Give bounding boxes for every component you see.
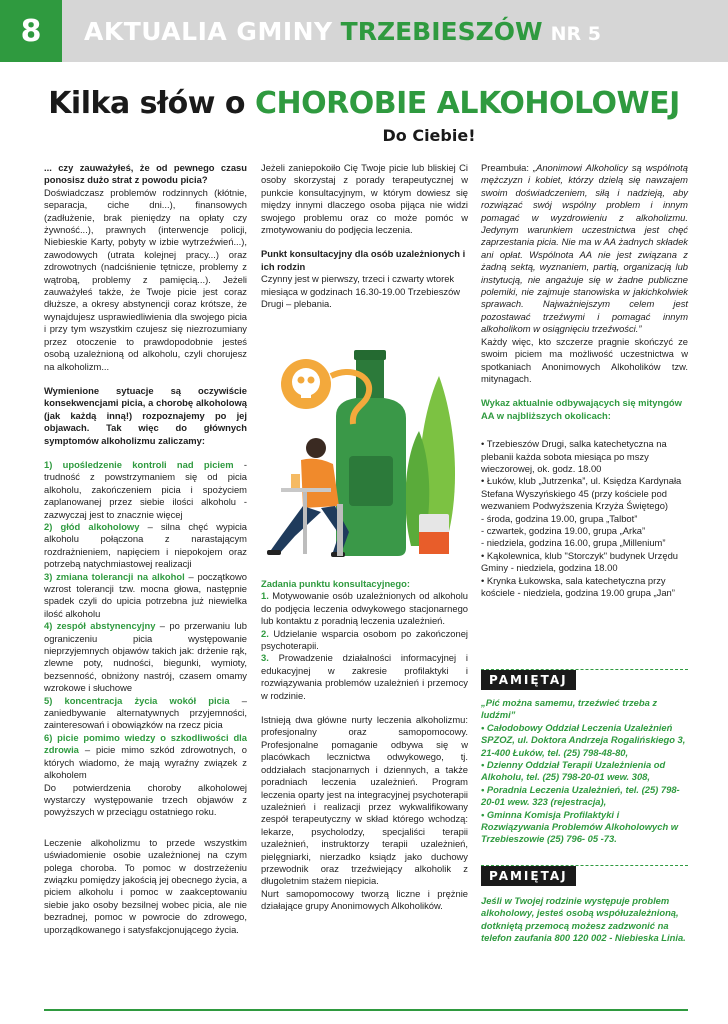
pamietaj-bar-1 [481, 669, 688, 689]
meeting-item: • Łuków, klub „Jutrzenka”, ul. Księdza Kardynała Stefana Wyszyńskiego 45 (przy kościele pod wezwaniem Podwyższenia Krzyża Świętego) [481, 475, 682, 512]
pamietaj-line: • Dzienny Oddział Terapii Uzależnienia od Alkoholu, tel. (25) 798-20-01 wew. 308, [481, 759, 666, 783]
article-title-dark: Kilka słów o [48, 86, 246, 121]
task-2-num: 2. [261, 627, 269, 639]
symptom-4-head: 4) zespół abstynencyjny [44, 620, 156, 632]
meeting-item: - niedziela, godzina 16.00, grupa „Millenium” [481, 537, 666, 549]
pamietaj-label-1: PAMIĘTAJ [481, 670, 576, 690]
symptom-4-text: – po przerwaniu lub ograniczeniu picia występowanie nieprzyjemnych objawów takich jak: drżenie rąk, zlewne poty, nudności, biegunki, wymioty, bezsenność, obniżony nastrój, czasem omamy wzrokowe i słuchowe [44, 620, 247, 694]
meetings-head: Wykaz aktualnie odbywających się mityngów AA w najbliższych okolicach: [481, 397, 682, 421]
pamietaj-line: „Pić można samemu, trzeźwieć trzeba z ludźmi” [481, 697, 658, 721]
man-head [306, 438, 326, 458]
point-text: Czynny jest w pierwszy, trzeci i czwarty wtorek miesiąca w godzinach 16.30-19.00 Trzebieszów Drugi – plebania. [261, 273, 461, 310]
alcohol-illustration [261, 336, 471, 566]
symptom-item-1 [44, 459, 247, 521]
symptom-item-4 [44, 620, 247, 694]
bottle-cap [354, 350, 386, 360]
task-3-text: Prowadzenie działalności informacyjnej i edukacyjnej w zakresie profilaktyki i rozwiązywania problemów uzależnień i przemocy w rodzinie. [261, 652, 468, 701]
meeting-item: - środa, godzina 19.00, grupa „Talbot” [481, 512, 638, 524]
pamietaj-text-2: Jeśli w Twojej rodzinie występuje problem alkoholowy, jesteś osobą współuzależnioną, dotkniętą przemocą możesz zadzwonić na telefon zaufania 800 120 002 - Niebieska Linia. [481, 895, 686, 944]
intro-text: Doświadczasz problemów rodzinnych (kłótnie, separacja, ciche dni...), finansowych (zadłużenie, brak pieniędzy na opłaty czy żywność...), prawnych (interwencje policji, Niebieskie Karty, pobyty w izbie wytrzeźwień...), zawodowych (utrata kolejnej pracy...) oraz zdrowotnych (nadciśnienie tętnicze, problemy z wątrobą, problemy z pamięcią...). Jeżeli zauważyłeś także, że Twoje picie jest coraz dłuższe, a okresy abstynencji coraz krótsze, że wynajdujesz usprawiedliwienia dla swojego picia i przy tym wszystkim czujesz się niezrozumiany przez otoczenie to prawdopodobnie jesteś osobą uzależnioną od alkoholu, czyli chorujesz na alkoholizm... [44, 186, 247, 372]
skull-eye-left [298, 377, 305, 384]
nurty-text: Istnieją dwa główne nurty leczenia alkoholizmu: profesjonalny oraz samopomocowy. Profesjonalne pomaganie odbywa się w placówkach lecznictwa odwykowego, tj. oddziałach stacjonarnych i dziennych, a także poradniach leczenia uzależnień. Program leczenia oparty jest na integracyjnej psychoterapii uzależnień i realizacji przez wykwalifikowany zespół terapeutyczny w skład którego wchodzą: lekarze, psycholodzy, specjaliści terapii uzależnień, instruktorzy terapii uzależnień, pielęgniarki, nierzadko ksiądz jako duchowy przewodnik oraz trzeźwiejący alkoholik z długoletnim stażem niepicia. [261, 714, 468, 887]
header-issue: NR 5 [550, 22, 601, 45]
page-number: 8 [20, 13, 42, 49]
symptom-item-3 [44, 571, 247, 621]
header-band [62, 0, 728, 62]
symptom-2-text: – silna chęć wypicia alkoholu połączona z narastającym rozdrażnieniem, napięciem i niepokojem oraz potrzebą natychmiastowej realizacji [44, 520, 247, 570]
symptom-item-6 [44, 732, 247, 782]
pamietaj-line: • Całodobowy Oddział Leczenia Uzależnień SPZOZ, ul. Doktora Andrzeja Rogalińskiego 3, 21-400 Łuków, tel. (25) 798-48-80, [481, 721, 686, 758]
pamietaj-label-2: PAMIĘTAJ [481, 866, 576, 886]
small-glass-icon [291, 474, 300, 488]
symptom-6-head: 6) picie pomimo wiedzy o szkodliwości dla zdrowia [44, 731, 247, 756]
symptom-3-head: 3) zmiana tolerancji na alkohol [44, 570, 185, 582]
tasks-head: Zadania punktu konsultacyjnego: [261, 578, 410, 589]
task-1-num: 1. [261, 590, 269, 602]
skull-jaw [301, 392, 311, 398]
preamble-block [481, 162, 688, 336]
meeting-item: • Kąkolewnica, klub "Storczyk" budynek Urzędu Gminy - niedziela, godzina 18.00 [481, 549, 679, 574]
column-1 [44, 162, 247, 948]
meetings-list [481, 438, 688, 599]
symptom-5-head: 5) koncentracja życia wokół picia [44, 694, 230, 706]
task-1-text: Motywowanie osób uzależnionych od alkoholu do podjęcia leczenia odwykowego stacjonarnego lub kontaktu z poradnią leczenia uzależnień. [261, 590, 468, 627]
man-shoe-left [267, 550, 281, 555]
symptom-6-text: – picie mimo szkód zdrowotnych, o których wiadomo, że mają wyraźny związek z alkoholem [44, 744, 247, 781]
column-2 [261, 162, 468, 310]
chair-leg [337, 504, 343, 556]
man-leg-left [271, 506, 321, 554]
preamble-label: Preambuła: [481, 162, 533, 173]
pamietaj-bar-2 [481, 865, 688, 885]
consult-text: Jeżeli zaniepokoiło Cię Twoje picie lub bliskiej Ci osoby skorzystaj z porady terapeutycznej w punkcie konsultacyjnym, w którym dowiesz się między innymi dlaczego osoba pijąca nie widzi swojego problemu oraz co może pomóc w zmotywowaniu do podjęcia leczenia. [261, 162, 468, 236]
bottle-label [349, 456, 393, 506]
article-subtitle: Do Ciebie! [382, 126, 476, 145]
confirm-text: Do potwierdzenia choroby alkoholowej wystarczy występowanie trzech objawów z powyższych w przeciągu ostatniego roku. [44, 781, 247, 818]
intro-question: ... czy zauważyłeś, że od pewnego czasu ponosisz dużo strat z powodu picia? [44, 162, 247, 186]
bottom-rule [44, 1009, 688, 1011]
preamble-text: „Anonimowi Alkoholicy są wspólnotą mężczyzn i kobiet, którzy dzielą się nawzajem swoim doświadczeniem, siłą i nadzieją, aby rozwiązać swój wspólny problem i innym pomagać w wyzdrowieniu z alkoholizmu. Jedynym warunkiem uczestnictwa jest chęć zaprzestania picia. Nie ma w AA żadnych składek ani opłat. Wspólnota AA nie jest związana z żadną sektą, wyznaniem, partią, organizacją lub instytucją, nie angażuje się w żadne publiczne polemiki, nie zajmuje stanowiska w jakichkolwiek sprawach. Najważniejszym celem jest pozostawać trzeźwymi i pomagać innym alkoholikom w osiągnięciu trzeźwości.” [481, 162, 688, 335]
header-title-part2: TRZEBIESZÓW [340, 16, 543, 46]
table-leg [303, 492, 307, 554]
task-2-text: Udzielanie wsparcia osobom po zakończonej psychoterapii. [261, 627, 468, 652]
symptom-3-text: – początkowo wzrost tolerancji tzw. mocna głowa, następnie spadek czyli do upicia potrzebna już niewielka ilość alkoholu [44, 570, 247, 619]
article-title-green: CHOROBIE ALKOHOLOWEJ [254, 86, 680, 121]
meeting-item: • Trzebieszów Drugi, salka katechetyczna na plebanii każda sobota miesiąca po mszy wieczorowej, ok. godz. 18.00 [481, 438, 667, 474]
meeting-item: • Krynka Łukowska, sala katechetyczna przy kościele - niedziela, godzina 19.00 grupa „Jan” [481, 574, 675, 598]
intro-block [44, 162, 247, 373]
header-title-part1: AKTUALIA GMINY [84, 16, 333, 46]
symptom-1-head: 1) upośledzenie kontroli nad piciem [44, 458, 234, 470]
task-item-3 [261, 652, 468, 702]
symptom-2-head: 2) głód alkoholowy [44, 520, 140, 532]
task-3-num: 3. [261, 652, 269, 664]
symptoms-intro: Wymienione sytuacje są oczywiście konsekwencjami picia, a chorobę alkoholową (jak każdą inną!) rozpoznajemy po jej objawach. Tak więc do głównych symptomów alkoholizmu zaliczamy: [44, 384, 247, 446]
pamietaj-line: • Poradnia Leczenia Uzależnień, tel. (25) 798-20-01 wew. 323 (rejestracja), [481, 783, 680, 808]
meeting-item: - czwartek, godzina 19.00, grupa „Arka” [481, 524, 646, 536]
page-header [0, 0, 728, 62]
symptom-5-text: – zaniedbywanie alternatywnych przyjemności, zainteresowań i obowiązków na rzecz picia [44, 694, 247, 731]
selfhelp-text: Nurt samopomocowy tworzą liczne i prężnie działające grupy Anonimowych Alkoholików. [261, 887, 468, 912]
symptom-item-5 [44, 695, 247, 732]
invite-text: Każdy więc, kto szczerze pragnie skończyć ze swoim piciem ma możliwość uczestnictwa w spotkaniach Anonimowych Alkoholików tzw. mitynagach. [481, 335, 688, 384]
task-item-2 [261, 628, 468, 653]
article-title [0, 86, 728, 121]
column-3 [481, 162, 688, 599]
symptom-1-text: - trudność z powstrzymaniem się od picia alkoholu, zakończeniem picia i spożyciem zaplanowanej przez siebie ilości alkoholu - zazwyczaj jest to znacznie więcej [44, 458, 247, 520]
point-head: Punkt konsultacyjny dla osób uzależnionych i ich rodzin [261, 248, 466, 272]
skull-icon [292, 368, 320, 396]
task-item-1 [261, 590, 468, 627]
pamietaj-line: • Gminna Komisja Profilaktyki i Rozwiązywania Problemów Alkoholowych w Trzebieszowie (25) 796- 05 -73. [481, 808, 679, 845]
page-number-box [0, 0, 62, 62]
glass-liquid [419, 532, 449, 554]
table-top [281, 488, 331, 492]
treatment-text: Leczenie alkoholizmu to przede wszystkim uświadomienie osobie uzależnionej na czym polega choroba. To pomoc w dostrzeżeniu związku pomiędzy jakością jej obecnego życia, a piciem alkoholu i pomoc w zaakceptowaniu siebie jako osoby bezsilnej wobec picia, ale nie bezradnej, pomoc w powrocie do zdrowego, uporządkowanego i satysfakcjonującego życia. [44, 836, 247, 935]
symptom-item-2 [44, 521, 247, 571]
column-2-lower [261, 578, 468, 913]
pamietaj-text-1 [481, 697, 688, 846]
skull-eye-right [308, 377, 315, 384]
